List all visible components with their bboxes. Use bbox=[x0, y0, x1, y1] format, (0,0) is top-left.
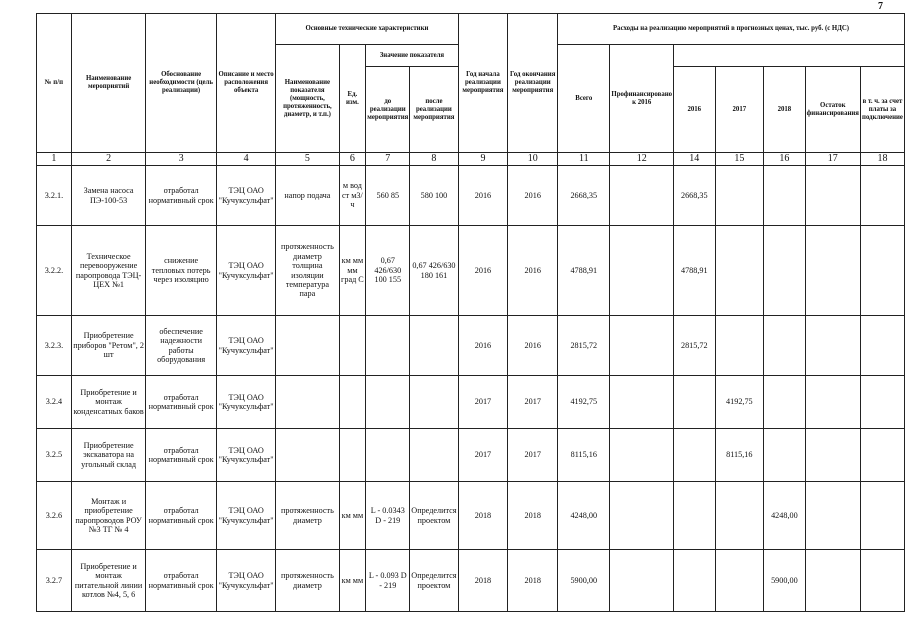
tech-parameter-name bbox=[276, 429, 339, 482]
cost-2016: 4788,91 bbox=[674, 226, 715, 316]
object-description: ТЭЦ ОАО "Кучуксульфат" bbox=[216, 482, 275, 550]
column-number: 10 bbox=[508, 153, 558, 166]
value-after bbox=[410, 376, 458, 429]
header-prefinanced: Профинансировано к 2016 bbox=[610, 45, 674, 153]
cost-total: 2815,72 bbox=[558, 316, 610, 376]
cost-remainder bbox=[805, 166, 860, 226]
cost-total: 5900,00 bbox=[558, 550, 610, 612]
cost-total: 8115,16 bbox=[558, 429, 610, 482]
cost-2017 bbox=[715, 316, 764, 376]
unit: км мм bbox=[339, 550, 366, 612]
year-end: 2017 bbox=[508, 376, 558, 429]
value-before: L - 0.093 D - 219 bbox=[366, 550, 410, 612]
cost-2017: 4192,75 bbox=[715, 376, 764, 429]
object-description: ТЭЦ ОАО "Кучуксульфат" bbox=[216, 316, 275, 376]
cost-2017 bbox=[715, 226, 764, 316]
tech-parameter-name: протяженность диаметр bbox=[276, 482, 339, 550]
cost-2016 bbox=[674, 550, 715, 612]
table-row bbox=[37, 166, 905, 226]
measure-name: Приобретение и монтаж конденсатных баков bbox=[71, 376, 146, 429]
tech-parameter-name: напор подача bbox=[276, 166, 339, 226]
value-after: Определится проектом bbox=[410, 482, 458, 550]
year-start: 2017 bbox=[458, 429, 508, 482]
row-number: 3.2.4 bbox=[37, 376, 72, 429]
column-number: 2 bbox=[71, 153, 146, 166]
header-2017: 2017 bbox=[715, 67, 764, 153]
justification: отработал нормативный срок bbox=[146, 376, 217, 429]
cost-2018 bbox=[764, 316, 805, 376]
column-number: 5 bbox=[276, 153, 339, 166]
cost-prefinanced bbox=[610, 376, 674, 429]
year-start: 2018 bbox=[458, 550, 508, 612]
cost-remainder bbox=[805, 226, 860, 316]
measure-name: Замена насоса ПЭ-100-53 bbox=[71, 166, 146, 226]
table-row bbox=[37, 226, 905, 316]
header-remainder: Остаток финансирования bbox=[805, 67, 860, 153]
cost-2016: 2668,35 bbox=[674, 166, 715, 226]
row-number: 3.2.6 bbox=[37, 482, 72, 550]
column-number: 1 bbox=[37, 153, 72, 166]
value-after: 580 100 bbox=[410, 166, 458, 226]
column-number: 11 bbox=[558, 153, 610, 166]
unit: км мм bbox=[339, 482, 366, 550]
cost-remainder bbox=[805, 550, 860, 612]
header-description: Описание и место расположения объекта bbox=[216, 14, 275, 153]
cost-incl-payment bbox=[860, 429, 904, 482]
justification: отработал нормативный срок bbox=[146, 482, 217, 550]
cost-2018: 4248,00 bbox=[764, 482, 805, 550]
column-number: 18 bbox=[860, 153, 904, 166]
value-before bbox=[366, 316, 410, 376]
cost-incl-payment bbox=[860, 376, 904, 429]
justification: отработал нормативный срок bbox=[146, 166, 217, 226]
column-number: 8 bbox=[410, 153, 458, 166]
header-tech-name: Наименование показателя (мощность, протяженность, диаметр, и т.п.) bbox=[276, 45, 339, 153]
cost-prefinanced bbox=[610, 166, 674, 226]
cost-2018 bbox=[764, 226, 805, 316]
tech-parameter-name: протяженность диаметр bbox=[276, 550, 339, 612]
row-number: 3.2.2. bbox=[37, 226, 72, 316]
cost-incl-payment bbox=[860, 166, 904, 226]
row-number: 3.2.7 bbox=[37, 550, 72, 612]
column-number: 9 bbox=[458, 153, 508, 166]
cost-prefinanced bbox=[610, 429, 674, 482]
tech-parameter-name bbox=[276, 316, 339, 376]
object-description: ТЭЦ ОАО "Кучуксульфат" bbox=[216, 550, 275, 612]
column-numbers-row bbox=[37, 153, 905, 166]
cost-2018 bbox=[764, 376, 805, 429]
cost-2018 bbox=[764, 166, 805, 226]
column-number: 6 bbox=[339, 153, 366, 166]
object-description: ТЭЦ ОАО "Кучуксульфат" bbox=[216, 226, 275, 316]
tech-parameter-name: протяженность диаметр толщина изоляции температура пара bbox=[276, 226, 339, 316]
cost-prefinanced bbox=[610, 316, 674, 376]
value-after bbox=[410, 429, 458, 482]
cost-2018: 5900,00 bbox=[764, 550, 805, 612]
column-number: 15 bbox=[715, 153, 764, 166]
value-before: L - 0.0343 D - 219 bbox=[366, 482, 410, 550]
column-number: 16 bbox=[764, 153, 805, 166]
year-end: 2016 bbox=[508, 166, 558, 226]
object-description: ТЭЦ ОАО "Кучуксульфат" bbox=[216, 429, 275, 482]
header-before: до реализации мероприятия bbox=[366, 67, 410, 153]
table-row bbox=[37, 550, 905, 612]
header-total: Всего bbox=[558, 45, 610, 153]
value-before bbox=[366, 376, 410, 429]
year-start: 2017 bbox=[458, 376, 508, 429]
cost-total: 4248,00 bbox=[558, 482, 610, 550]
table-row bbox=[37, 316, 905, 376]
cost-remainder bbox=[805, 316, 860, 376]
cost-2016 bbox=[674, 376, 715, 429]
header-name: Наименование мероприятий bbox=[71, 14, 146, 153]
year-end: 2018 bbox=[508, 482, 558, 550]
object-description: ТЭЦ ОАО "Кучуксульфат" bbox=[216, 166, 275, 226]
column-number: 12 bbox=[610, 153, 674, 166]
year-end: 2016 bbox=[508, 226, 558, 316]
cost-total: 4192,75 bbox=[558, 376, 610, 429]
header-justification: Обоснование необходимости (цель реализации) bbox=[146, 14, 217, 153]
value-after bbox=[410, 316, 458, 376]
measure-name: Приобретение приборов "Ретом", 2 шт bbox=[71, 316, 146, 376]
cost-incl-payment bbox=[860, 482, 904, 550]
header-2016: 2016 bbox=[674, 67, 715, 153]
header-tech-group: Основные технические характеристики bbox=[276, 14, 458, 45]
cost-2017 bbox=[715, 482, 764, 550]
year-end: 2016 bbox=[508, 316, 558, 376]
measure-name: Монтаж и приобретение паропроводов РОУ №3 ТГ № 4 bbox=[71, 482, 146, 550]
value-after: 0,67 426/630 180 161 bbox=[410, 226, 458, 316]
cost-2017 bbox=[715, 550, 764, 612]
value-before bbox=[366, 429, 410, 482]
cost-incl-payment bbox=[860, 226, 904, 316]
table-row bbox=[37, 376, 905, 429]
unit: км мм мм град С bbox=[339, 226, 366, 316]
justification: снижение тепловых потерь через изоляцию bbox=[146, 226, 217, 316]
cost-total: 2668,35 bbox=[558, 166, 610, 226]
unit bbox=[339, 316, 366, 376]
year-start: 2016 bbox=[458, 166, 508, 226]
cost-2017: 8115,16 bbox=[715, 429, 764, 482]
column-number: 4 bbox=[216, 153, 275, 166]
header-expenses-spacer bbox=[674, 45, 905, 67]
header-year-end: Год окончания реализации мероприятия bbox=[508, 14, 558, 153]
header-after: после реализации мероприятия bbox=[410, 67, 458, 153]
justification: обеспечение надежности работы оборудования bbox=[146, 316, 217, 376]
cost-prefinanced bbox=[610, 226, 674, 316]
header-2018: 2018 bbox=[764, 67, 805, 153]
unit bbox=[339, 429, 366, 482]
header-num: № п/п bbox=[37, 14, 72, 153]
column-number: 3 bbox=[146, 153, 217, 166]
cost-incl-payment bbox=[860, 550, 904, 612]
justification: отработал нормативный срок bbox=[146, 429, 217, 482]
year-end: 2017 bbox=[508, 429, 558, 482]
table-row bbox=[37, 429, 905, 482]
cost-incl-payment bbox=[860, 316, 904, 376]
header-unit: Ед. изм. bbox=[339, 45, 366, 153]
cost-2017 bbox=[715, 166, 764, 226]
row-number: 3.2.3. bbox=[37, 316, 72, 376]
investment-table bbox=[36, 13, 905, 612]
cost-remainder bbox=[805, 429, 860, 482]
year-start: 2016 bbox=[458, 226, 508, 316]
row-number: 3.2.5 bbox=[37, 429, 72, 482]
column-number: 14 bbox=[674, 153, 715, 166]
cost-remainder bbox=[805, 482, 860, 550]
cost-total: 4788,91 bbox=[558, 226, 610, 316]
measure-name: Приобретение и монтаж питательной линии котлов №4, 5, 6 bbox=[71, 550, 146, 612]
value-before: 0,67 426/630 100 155 bbox=[366, 226, 410, 316]
justification: отработал нормативный срок bbox=[146, 550, 217, 612]
header-year-start: Год начала реализации мероприятия bbox=[458, 14, 508, 153]
object-description: ТЭЦ ОАО "Кучуксульфат" bbox=[216, 376, 275, 429]
column-number: 17 bbox=[805, 153, 860, 166]
year-start: 2018 bbox=[458, 482, 508, 550]
cost-remainder bbox=[805, 376, 860, 429]
cost-2016: 2815,72 bbox=[674, 316, 715, 376]
cost-prefinanced bbox=[610, 482, 674, 550]
cost-prefinanced bbox=[610, 550, 674, 612]
tech-parameter-name bbox=[276, 376, 339, 429]
cost-2016 bbox=[674, 429, 715, 482]
unit bbox=[339, 376, 366, 429]
header-expenses-group: Расходы на реализацию мероприятий в прогнозных ценах, тыс. руб. (с НДС) bbox=[558, 14, 905, 45]
header-values-group: Значение показателя bbox=[366, 45, 458, 67]
year-start: 2016 bbox=[458, 316, 508, 376]
table-row bbox=[37, 482, 905, 550]
header-incl-payment: в т. ч. за счет платы за подключение bbox=[860, 67, 904, 153]
cost-2018 bbox=[764, 429, 805, 482]
year-end: 2018 bbox=[508, 550, 558, 612]
value-before: 560 85 bbox=[366, 166, 410, 226]
unit: м вод ст м3/ч bbox=[339, 166, 366, 226]
measure-name: Приобретение экскаватора на угольный склад bbox=[71, 429, 146, 482]
cost-2016 bbox=[674, 482, 715, 550]
column-number: 7 bbox=[366, 153, 410, 166]
page-number: 7 bbox=[878, 1, 883, 12]
value-after: Определится проектом bbox=[410, 550, 458, 612]
row-number: 3.2.1. bbox=[37, 166, 72, 226]
measure-name: Техническое перевооружение паропровода ТЭЦ-ЦЕХ №1 bbox=[71, 226, 146, 316]
